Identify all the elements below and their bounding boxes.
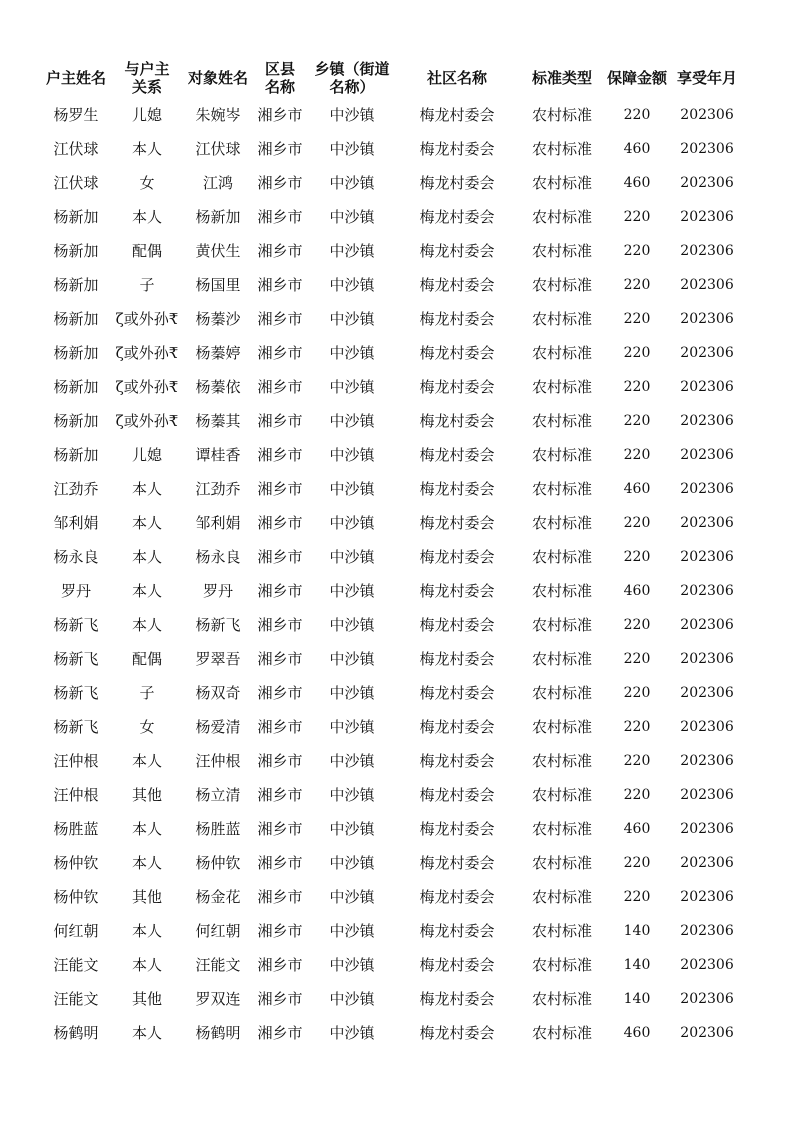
cell-county: 湘乡市 — [257, 1024, 303, 1042]
cell-standard: 农村标准 — [531, 412, 592, 430]
cell-community: 梅龙村委会 — [419, 582, 495, 600]
cell-standard: 农村标准 — [531, 140, 592, 158]
cell-person-name: 杨永良 — [195, 548, 241, 566]
cell-community: 梅龙村委会 — [419, 514, 495, 532]
cell-town: 中沙镇 — [329, 446, 375, 464]
cell-month: 202306 — [680, 141, 734, 157]
cell-county: 湘乡市 — [257, 344, 303, 362]
cell-relation: 本人 — [131, 208, 162, 226]
cell-head-name: 杨新飞 — [53, 650, 99, 668]
cell-amount: 220 — [623, 889, 651, 905]
cell-amount: 220 — [623, 311, 651, 327]
cell-relation: 本人 — [131, 1024, 162, 1042]
cell-standard: 农村标准 — [531, 276, 592, 294]
cell-community: 梅龙村委会 — [419, 140, 495, 158]
table-row — [41, 234, 747, 268]
cell-town: 中沙镇 — [329, 174, 375, 192]
cell-standard: 农村标准 — [531, 378, 592, 396]
cell-person-name: 杨国里 — [195, 276, 241, 294]
cell-head-name: 杨永良 — [53, 548, 99, 566]
cell-month: 202306 — [680, 413, 734, 429]
cell-community: 梅龙村委会 — [419, 208, 495, 226]
cell-month: 202306 — [680, 243, 734, 259]
cell-amount: 220 — [623, 855, 651, 871]
cell-amount: 220 — [623, 413, 651, 429]
cell-amount: 220 — [623, 753, 651, 769]
cell-county: 湘乡市 — [257, 140, 303, 158]
cell-person-name: 杨蓁沙 — [195, 310, 241, 328]
cell-town: 中沙镇 — [329, 480, 375, 498]
cell-head-name: 杨新加 — [53, 310, 99, 328]
table-row — [41, 132, 747, 166]
col-header-month: 享受年月 — [677, 69, 738, 87]
cell-head-name: 罗丹 — [60, 582, 91, 600]
cell-standard: 农村标准 — [531, 1024, 592, 1042]
cell-amount: 220 — [623, 719, 651, 735]
cell-relation: ζ或外孙₹ — [115, 344, 179, 362]
cell-head-name: 汪能文 — [53, 990, 99, 1008]
cell-county: 湘乡市 — [257, 310, 303, 328]
col-header-community: 社区名称 — [426, 69, 487, 87]
cell-head-name: 杨罗生 — [53, 106, 99, 124]
col-header-head-name: 户主姓名 — [45, 69, 106, 87]
cell-relation: 本人 — [131, 854, 162, 872]
table-row — [41, 438, 747, 472]
cell-amount: 460 — [623, 175, 651, 191]
cell-relation: ζ或外孙₹ — [115, 310, 179, 328]
cell-month: 202306 — [680, 311, 734, 327]
cell-amount: 460 — [623, 481, 651, 497]
cell-town: 中沙镇 — [329, 310, 375, 328]
cell-amount: 460 — [623, 821, 651, 837]
cell-community: 梅龙村委会 — [419, 310, 495, 328]
cell-county: 湘乡市 — [257, 582, 303, 600]
cell-person-name: 杨新飞 — [195, 616, 241, 634]
cell-head-name: 杨新加 — [53, 276, 99, 294]
cell-relation: 本人 — [131, 616, 162, 634]
cell-head-name: 杨新加 — [53, 242, 99, 260]
cell-county: 湘乡市 — [257, 650, 303, 668]
table-row — [41, 948, 747, 982]
cell-county: 湘乡市 — [257, 276, 303, 294]
cell-community: 梅龙村委会 — [419, 752, 495, 770]
table-row — [41, 914, 747, 948]
cell-person-name: 杨胜蓝 — [195, 820, 241, 838]
cell-community: 梅龙村委会 — [419, 1024, 495, 1042]
cell-town: 中沙镇 — [329, 412, 375, 430]
cell-month: 202306 — [680, 447, 734, 463]
cell-amount: 140 — [623, 957, 651, 973]
cell-county: 湘乡市 — [257, 616, 303, 634]
cell-head-name: 杨新飞 — [53, 616, 99, 634]
cell-community: 梅龙村委会 — [419, 480, 495, 498]
cell-head-name: 杨新加 — [53, 412, 99, 430]
table-row — [41, 302, 747, 336]
table-row — [41, 880, 747, 914]
cell-month: 202306 — [680, 617, 734, 633]
assistance-table — [41, 58, 747, 1050]
cell-town: 中沙镇 — [329, 242, 375, 260]
cell-month: 202306 — [680, 855, 734, 871]
table-row — [41, 506, 747, 540]
cell-county: 湘乡市 — [257, 786, 303, 804]
cell-amount: 220 — [623, 209, 651, 225]
cell-amount: 220 — [623, 515, 651, 531]
cell-town: 中沙镇 — [329, 514, 375, 532]
cell-person-name: 罗双连 — [195, 990, 241, 1008]
cell-relation: 本人 — [131, 922, 162, 940]
cell-month: 202306 — [680, 957, 734, 973]
cell-person-name: 江劲乔 — [195, 480, 241, 498]
cell-head-name: 杨仲钦 — [53, 854, 99, 872]
cell-month: 202306 — [680, 481, 734, 497]
cell-standard: 农村标准 — [531, 242, 592, 260]
cell-relation: 本人 — [131, 752, 162, 770]
cell-relation: 女 — [139, 718, 155, 736]
cell-standard: 农村标准 — [531, 752, 592, 770]
cell-county: 湘乡市 — [257, 990, 303, 1008]
cell-community: 梅龙村委会 — [419, 956, 495, 974]
cell-month: 202306 — [680, 787, 734, 803]
cell-community: 梅龙村委会 — [419, 106, 495, 124]
cell-town: 中沙镇 — [329, 922, 375, 940]
col-header-amount: 保障金额 — [607, 69, 668, 87]
cell-town: 中沙镇 — [329, 786, 375, 804]
cell-town: 中沙镇 — [329, 820, 375, 838]
cell-standard: 农村标准 — [531, 650, 592, 668]
col-header-town: 乡镇（街道 名称） — [314, 60, 390, 96]
table-row — [41, 166, 747, 200]
cell-town: 中沙镇 — [329, 616, 375, 634]
cell-community: 梅龙村委会 — [419, 650, 495, 668]
cell-community: 梅龙村委会 — [419, 446, 495, 464]
cell-community: 梅龙村委会 — [419, 276, 495, 294]
cell-standard: 农村标准 — [531, 616, 592, 634]
cell-head-name: 杨新飞 — [53, 718, 99, 736]
cell-community: 梅龙村委会 — [419, 718, 495, 736]
cell-amount: 220 — [623, 345, 651, 361]
cell-town: 中沙镇 — [329, 956, 375, 974]
cell-relation: 配偶 — [131, 650, 162, 668]
table-row — [41, 472, 747, 506]
cell-month: 202306 — [680, 923, 734, 939]
cell-month: 202306 — [680, 175, 734, 191]
cell-community: 梅龙村委会 — [419, 820, 495, 838]
cell-amount: 460 — [623, 1025, 651, 1041]
cell-amount: 220 — [623, 243, 651, 259]
cell-month: 202306 — [680, 889, 734, 905]
cell-county: 湘乡市 — [257, 378, 303, 396]
cell-month: 202306 — [680, 583, 734, 599]
cell-relation: 儿媳 — [131, 106, 162, 124]
cell-month: 202306 — [680, 685, 734, 701]
cell-standard: 农村标准 — [531, 548, 592, 566]
cell-relation: 其他 — [131, 786, 162, 804]
cell-amount: 220 — [623, 107, 651, 123]
cell-county: 湘乡市 — [257, 446, 303, 464]
cell-amount: 140 — [623, 923, 651, 939]
table-row — [41, 642, 747, 676]
table-row — [41, 370, 747, 404]
cell-amount: 220 — [623, 549, 651, 565]
table-row — [41, 540, 747, 574]
cell-person-name: 杨鹤明 — [195, 1024, 241, 1042]
cell-person-name: 杨仲钦 — [195, 854, 241, 872]
cell-town: 中沙镇 — [329, 888, 375, 906]
cell-relation: ζ或外孙₹ — [115, 378, 179, 396]
cell-month: 202306 — [680, 753, 734, 769]
cell-county: 湘乡市 — [257, 956, 303, 974]
cell-month: 202306 — [680, 209, 734, 225]
cell-head-name: 江劲乔 — [53, 480, 99, 498]
table-row — [41, 846, 747, 880]
cell-person-name: 汪仲根 — [195, 752, 241, 770]
cell-county: 湘乡市 — [257, 242, 303, 260]
cell-relation: 本人 — [131, 140, 162, 158]
cell-county: 湘乡市 — [257, 480, 303, 498]
cell-standard: 农村标准 — [531, 344, 592, 362]
cell-standard: 农村标准 — [531, 854, 592, 872]
table-row — [41, 982, 747, 1016]
cell-relation: 本人 — [131, 820, 162, 838]
table-row — [41, 608, 747, 642]
cell-standard: 农村标准 — [531, 718, 592, 736]
cell-head-name: 江伏球 — [53, 140, 99, 158]
cell-town: 中沙镇 — [329, 718, 375, 736]
cell-standard: 农村标准 — [531, 582, 592, 600]
cell-month: 202306 — [680, 379, 734, 395]
cell-county: 湘乡市 — [257, 412, 303, 430]
cell-town: 中沙镇 — [329, 140, 375, 158]
cell-amount: 220 — [623, 447, 651, 463]
table-row — [41, 404, 747, 438]
cell-person-name: 江鸿 — [202, 174, 233, 192]
cell-person-name: 邹利娟 — [195, 514, 241, 532]
cell-county: 湘乡市 — [257, 548, 303, 566]
cell-relation: 本人 — [131, 582, 162, 600]
cell-county: 湘乡市 — [257, 718, 303, 736]
cell-standard: 农村标准 — [531, 310, 592, 328]
cell-head-name: 杨胜蓝 — [53, 820, 99, 838]
cell-town: 中沙镇 — [329, 548, 375, 566]
cell-amount: 220 — [623, 787, 651, 803]
cell-person-name: 罗丹 — [202, 582, 233, 600]
cell-amount: 220 — [623, 685, 651, 701]
cell-town: 中沙镇 — [329, 582, 375, 600]
cell-person-name: 杨蓁依 — [195, 378, 241, 396]
cell-head-name: 杨鹤明 — [53, 1024, 99, 1042]
cell-standard: 农村标准 — [531, 888, 592, 906]
cell-month: 202306 — [680, 107, 734, 123]
cell-amount: 460 — [623, 583, 651, 599]
cell-town: 中沙镇 — [329, 344, 375, 362]
cell-person-name: 杨立清 — [195, 786, 241, 804]
cell-community: 梅龙村委会 — [419, 922, 495, 940]
cell-month: 202306 — [680, 549, 734, 565]
cell-county: 湘乡市 — [257, 752, 303, 770]
cell-head-name: 汪能文 — [53, 956, 99, 974]
cell-person-name: 朱婉岑 — [195, 106, 241, 124]
cell-month: 202306 — [680, 277, 734, 293]
cell-town: 中沙镇 — [329, 990, 375, 1008]
table-row — [41, 268, 747, 302]
cell-amount: 220 — [623, 617, 651, 633]
cell-county: 湘乡市 — [257, 922, 303, 940]
cell-town: 中沙镇 — [329, 276, 375, 294]
cell-month: 202306 — [680, 651, 734, 667]
col-header-standard: 标准类型 — [531, 69, 592, 87]
cell-relation: 本人 — [131, 956, 162, 974]
cell-standard: 农村标准 — [531, 480, 592, 498]
cell-county: 湘乡市 — [257, 888, 303, 906]
table-row — [41, 1016, 747, 1050]
header-row — [41, 58, 747, 98]
cell-standard: 农村标准 — [531, 684, 592, 702]
table-body — [41, 98, 747, 1050]
cell-head-name: 何红朝 — [53, 922, 99, 940]
cell-standard: 农村标准 — [531, 208, 592, 226]
cell-amount: 140 — [623, 991, 651, 1007]
cell-relation: 女 — [139, 174, 155, 192]
cell-relation: 子 — [139, 684, 155, 702]
cell-standard: 农村标准 — [531, 786, 592, 804]
cell-county: 湘乡市 — [257, 174, 303, 192]
cell-person-name: 杨双奇 — [195, 684, 241, 702]
cell-month: 202306 — [680, 345, 734, 361]
cell-person-name: 杨蓁其 — [195, 412, 241, 430]
table-row — [41, 98, 747, 132]
cell-head-name: 汪仲根 — [53, 786, 99, 804]
cell-head-name: 杨新加 — [53, 378, 99, 396]
table-row — [41, 778, 747, 812]
cell-county: 湘乡市 — [257, 684, 303, 702]
cell-month: 202306 — [680, 991, 734, 1007]
cell-county: 湘乡市 — [257, 208, 303, 226]
cell-town: 中沙镇 — [329, 208, 375, 226]
cell-community: 梅龙村委会 — [419, 174, 495, 192]
cell-head-name: 杨新飞 — [53, 684, 99, 702]
cell-community: 梅龙村委会 — [419, 990, 495, 1008]
cell-community: 梅龙村委会 — [419, 888, 495, 906]
cell-head-name: 杨新加 — [53, 208, 99, 226]
col-header-county: 区县 名称 — [264, 60, 295, 96]
cell-community: 梅龙村委会 — [419, 548, 495, 566]
cell-town: 中沙镇 — [329, 106, 375, 124]
cell-head-name: 邹利娟 — [53, 514, 99, 532]
cell-town: 中沙镇 — [329, 378, 375, 396]
cell-month: 202306 — [680, 1025, 734, 1041]
cell-community: 梅龙村委会 — [419, 616, 495, 634]
cell-amount: 460 — [623, 141, 651, 157]
cell-standard: 农村标准 — [531, 922, 592, 940]
cell-month: 202306 — [680, 719, 734, 735]
cell-community: 梅龙村委会 — [419, 684, 495, 702]
cell-relation: 其他 — [131, 888, 162, 906]
cell-person-name: 杨金花 — [195, 888, 241, 906]
cell-town: 中沙镇 — [329, 854, 375, 872]
cell-community: 梅龙村委会 — [419, 854, 495, 872]
cell-person-name: 江伏球 — [195, 140, 241, 158]
cell-month: 202306 — [680, 515, 734, 531]
cell-standard: 农村标准 — [531, 174, 592, 192]
cell-person-name: 谭桂香 — [195, 446, 241, 464]
cell-community: 梅龙村委会 — [419, 242, 495, 260]
cell-person-name: 黄伏生 — [195, 242, 241, 260]
cell-relation: 本人 — [131, 548, 162, 566]
cell-head-name: 杨仲钦 — [53, 888, 99, 906]
cell-person-name: 杨爱清 — [195, 718, 241, 736]
cell-county: 湘乡市 — [257, 854, 303, 872]
cell-community: 梅龙村委会 — [419, 344, 495, 362]
cell-standard: 农村标准 — [531, 956, 592, 974]
cell-head-name: 杨新加 — [53, 446, 99, 464]
table-row — [41, 574, 747, 608]
cell-person-name: 何红朝 — [195, 922, 241, 940]
cell-county: 湘乡市 — [257, 820, 303, 838]
cell-town: 中沙镇 — [329, 650, 375, 668]
cell-community: 梅龙村委会 — [419, 412, 495, 430]
cell-town: 中沙镇 — [329, 684, 375, 702]
table-row — [41, 200, 747, 234]
cell-standard: 农村标准 — [531, 990, 592, 1008]
cell-person-name: 杨新加 — [195, 208, 241, 226]
cell-relation: 本人 — [131, 480, 162, 498]
cell-county: 湘乡市 — [257, 514, 303, 532]
table-row — [41, 812, 747, 846]
cell-relation: 子 — [139, 276, 155, 294]
cell-relation: ζ或外孙₹ — [115, 412, 179, 430]
table-row — [41, 336, 747, 370]
cell-person-name: 汪能文 — [195, 956, 241, 974]
cell-community: 梅龙村委会 — [419, 378, 495, 396]
cell-community: 梅龙村委会 — [419, 786, 495, 804]
cell-amount: 220 — [623, 277, 651, 293]
cell-county: 湘乡市 — [257, 106, 303, 124]
cell-head-name: 杨新加 — [53, 344, 99, 362]
cell-standard: 农村标准 — [531, 820, 592, 838]
cell-relation: 其他 — [131, 990, 162, 1008]
cell-amount: 220 — [623, 379, 651, 395]
cell-relation: 配偶 — [131, 242, 162, 260]
table-row — [41, 676, 747, 710]
cell-standard: 农村标准 — [531, 106, 592, 124]
cell-town: 中沙镇 — [329, 752, 375, 770]
table-row — [41, 710, 747, 744]
cell-head-name: 江伏球 — [53, 174, 99, 192]
cell-person-name: 罗翠吾 — [195, 650, 241, 668]
col-header-relation: 与户主 关系 — [124, 60, 170, 96]
table-row — [41, 744, 747, 778]
cell-person-name: 杨蓁婷 — [195, 344, 241, 362]
cell-amount: 220 — [623, 651, 651, 667]
cell-month: 202306 — [680, 821, 734, 837]
cell-standard: 农村标准 — [531, 514, 592, 532]
cell-relation: 本人 — [131, 514, 162, 532]
cell-head-name: 汪仲根 — [53, 752, 99, 770]
col-header-person-name: 对象姓名 — [187, 69, 248, 87]
cell-relation: 儿媳 — [131, 446, 162, 464]
cell-town: 中沙镇 — [329, 1024, 375, 1042]
cell-standard: 农村标准 — [531, 446, 592, 464]
